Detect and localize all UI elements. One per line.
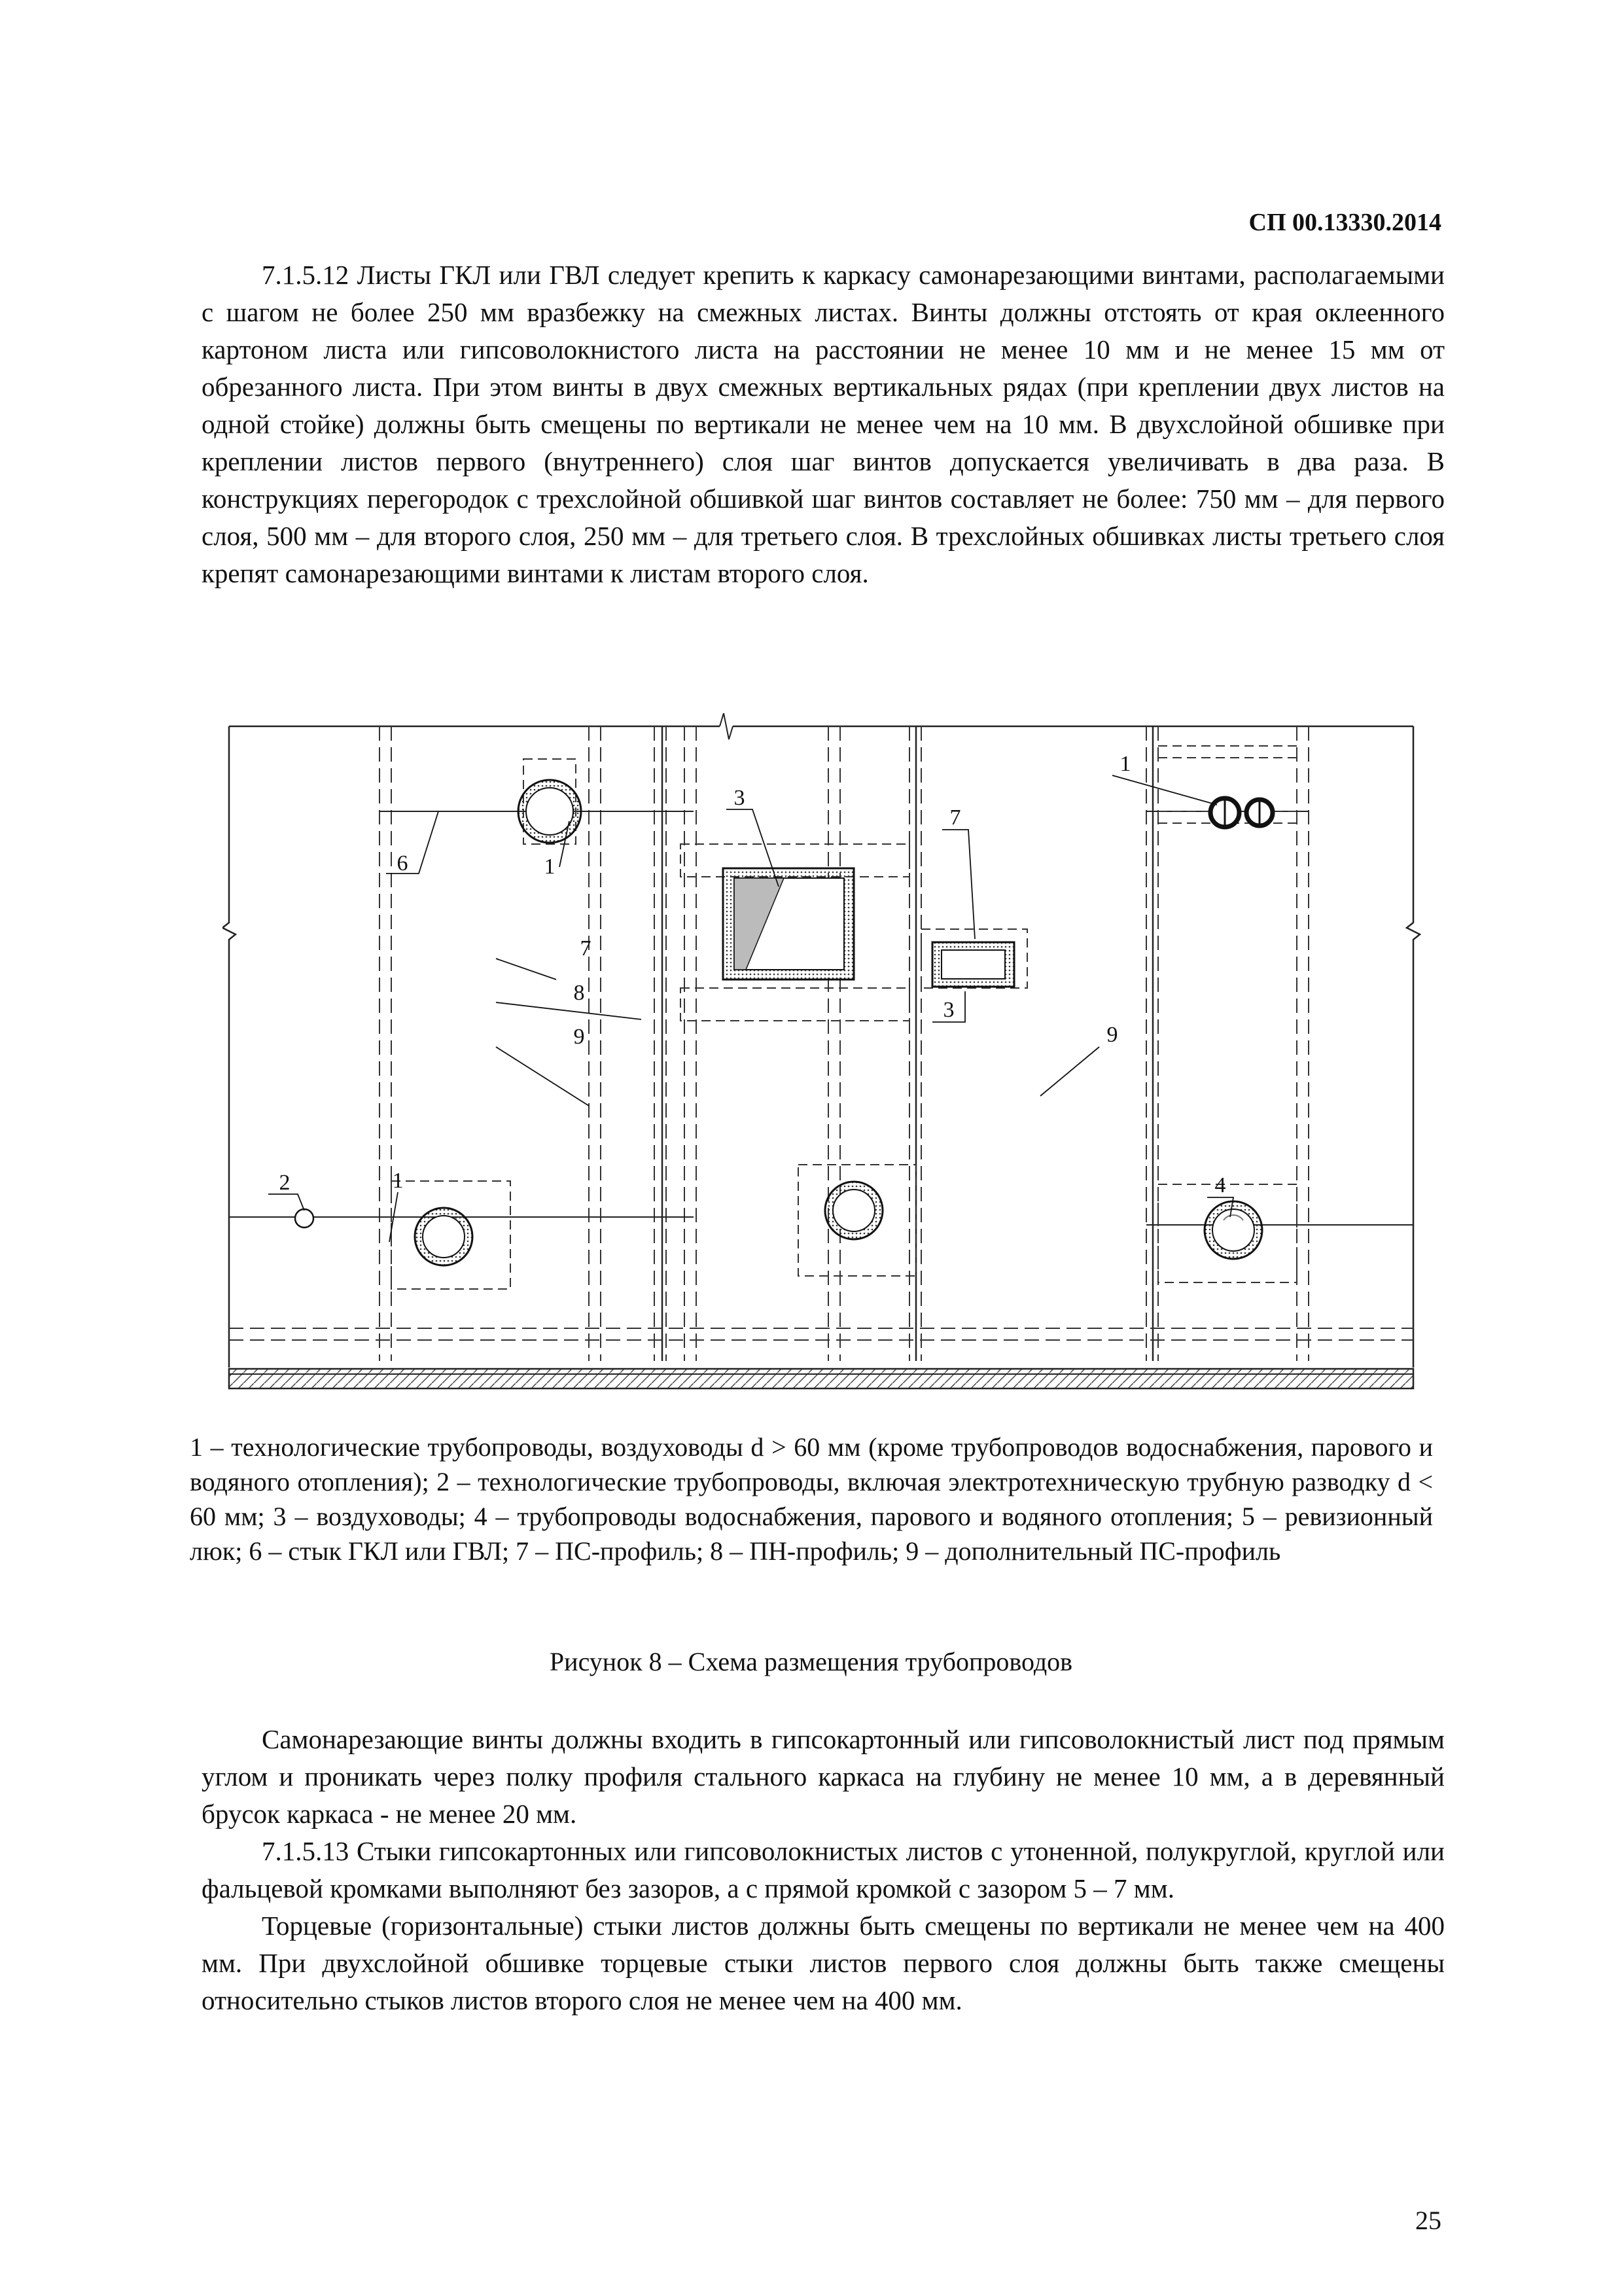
- pipe-top-left: [518, 759, 581, 844]
- pipe-layout-drawing: [222, 713, 1426, 1407]
- callout-7-center: 7: [949, 805, 961, 830]
- callout-3-small: 3: [943, 998, 955, 1022]
- callout-2: 2: [279, 1171, 291, 1195]
- section-7-1-5-12: [202, 256, 1445, 592]
- leaders: [268, 775, 1233, 1242]
- figure-legend: 1 – технологические трубопроводы, воздуховоды d > 60 мм (кроме трубопроводов водоснабжения, парового и водяного отопления); 2 – технологические трубопроводы, включая электротехническую трубную разводку d < 60 мм; 3 – воздуховоды; 4 – трубопроводы водоснабжения, парового и водяного отопления; 5 – ревизионный люк; 6 – стык ГКЛ или ГВЛ; 7 – ПС-профиль; 8 – ПН-профиль; 9 – дополнительный ПС-профиль: [190, 1432, 1433, 1566]
- floor-slab: [229, 1369, 1413, 1388]
- page-number: 25: [1415, 2206, 1441, 2235]
- paragraph-end-joints: Торцевые (горизонтальные) стыки листов должны быть смещены по вертикали не менее чем на 400 мм. При двухслойной обшивке торцевые стыки листов первого слоя должны быть также смещены относительно стыков листов второго слоя не менее чем на 400 мм.: [202, 1911, 1445, 2015]
- callout-1-top-left: 1: [544, 855, 555, 879]
- callout-7-left: 7: [580, 936, 591, 961]
- callout-9-left: 9: [573, 1025, 585, 1049]
- callout-8: 8: [573, 981, 585, 1005]
- bottom-runner: [229, 1328, 1413, 1340]
- callout-9-right: 9: [1106, 1023, 1118, 1047]
- callout-4: 4: [1214, 1173, 1226, 1197]
- callout-3-center: 3: [733, 786, 745, 810]
- paragraph-screws: Самонарезающие винты должны входить в гипсокартонный или гипсоволокнистый лист под прямым углом и проникать через полку профиля стального каркаса на глубину не менее 10 мм, а в деревянный брусок каркаса - не менее 20 мм.: [202, 1724, 1445, 1829]
- pipe-layout-figure: [222, 713, 1426, 1407]
- callout-1-top-right: 1: [1120, 752, 1131, 776]
- duct-small: [921, 929, 1027, 988]
- duct-large: [680, 844, 909, 1021]
- figure-caption: Рисунок 8 – Схема размещения трубопроводов: [549, 1647, 1073, 1676]
- callout-6: 6: [397, 851, 408, 875]
- section-7-1-5-13: 7.1.5.13 Стыки гипсокартонных или гипсоволокнистых листов с утоненной, полукруглой, круглой или фальцевой кромками выполняют без зазоров, а с прямой кромкой с зазором 5 – 7 мм.: [202, 1836, 1445, 1903]
- pipe-pair-top-right: [1158, 746, 1297, 827]
- pipe-bottom-left: [391, 1181, 510, 1289]
- stud-faces: [662, 726, 1153, 1361]
- pipe-bottom-right: [1158, 1184, 1297, 1282]
- callout-1-bottom-left: 1: [392, 1169, 404, 1193]
- pipe-center-bottom: [798, 1165, 916, 1276]
- pipe-small-2: [295, 1209, 313, 1227]
- section-7-1-5-12-paragraph: 7.1.5.12 Листы ГКЛ или ГВЛ следует крепить к каркасу самонарезающими винтами, располагаемыми с шагом не более 250 мм вразбежку на смежных листах. Винты должны отстоять от края оклеенного картоном листа или гипсоволокнистого листа на расстоянии не менее 10 мм и не менее 15 мм от обрезанного листа. При этом винты в двух смежных вертикальных рядах (при креплении двух листов на одной стойке) должны быть смещены по вертикали не менее чем на 10 мм. В двухслойной обшивке при креплении листов первого (внутреннего) слоя шаг винтов допускается увеличивать в два раза. В конструкциях перегородок с трехслойной обшивкой шаг винтов составляет не более: 750 мм – для первого слоя, 500 мм – для второго слоя, 250 мм – для третьего слоя. В трехслойных обшивках листы третьего слоя крепят самонарезающими винтами к листам второго слоя.: [202, 260, 1445, 588]
- section-body-after: [202, 1721, 1445, 2019]
- document-code-header: СП 00.13330.2014: [1248, 209, 1441, 236]
